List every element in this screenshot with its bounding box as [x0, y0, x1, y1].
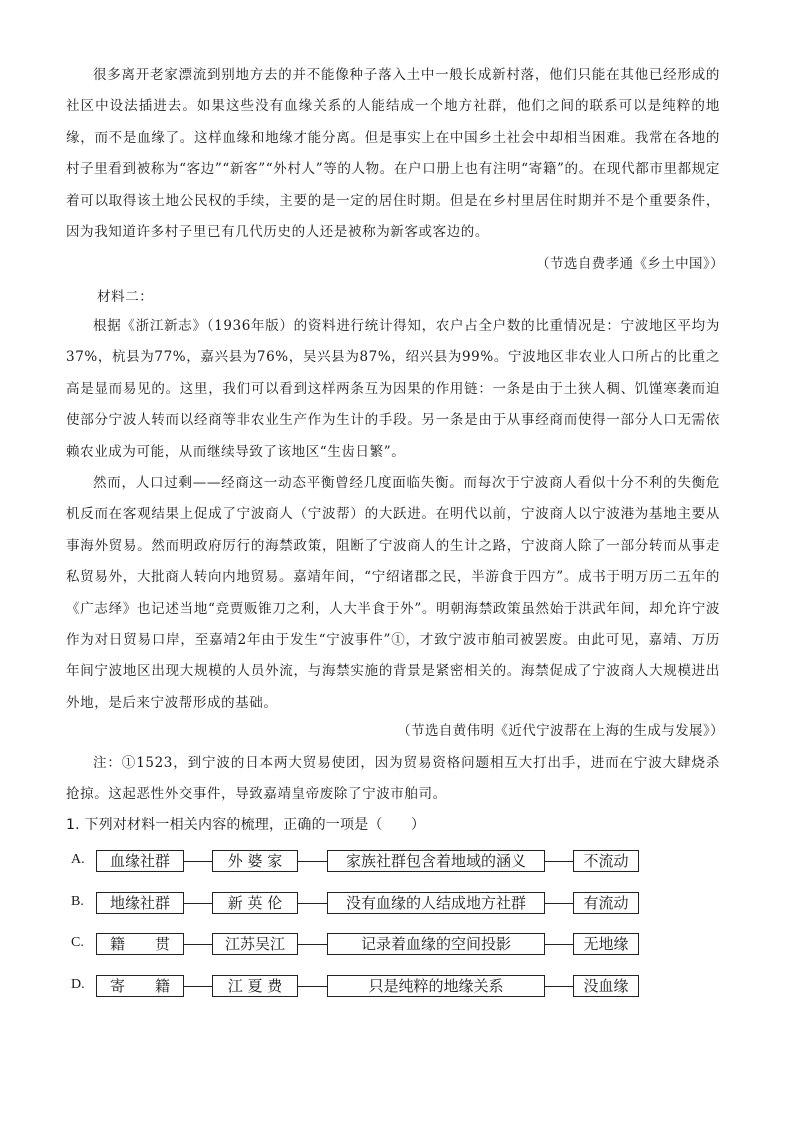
option-letter: C. [71, 935, 84, 950]
option-box-3: 家族社群包含着地域的涵义 [327, 850, 545, 872]
connector-line [298, 903, 327, 904]
connector-line [545, 861, 573, 862]
option-box-2: 江 夏 费 [212, 975, 298, 997]
option-a[interactable] [0, 850, 794, 874]
option-box-3: 没有血缘的人结成地方社群 [327, 892, 545, 914]
material1-paragraph: 很多离开老家漂流到别地方去的并不能像种子落入土中一般长成新村落，他们只能在其他已经形成的社区中设法插进去。如果这些没有血缘关系的人能结成一个地方社群，他们之间的联系可以是纯粹的地缘，而不是血缘了。这样血缘和地缘才能分离。但是事实上在中国乡土社会中却相当困难。我常在各地的村子里看到被称为“客边”“新客”“外村人”等的人物。在户口册上也有注明“寄籍”的。在现代都市里都规定着可以取得该土地公民权的手续，主要的是一定的居住时期。但是在乡村里居住时期并不是个重要条件，因为我知道许多村子里已有几代历史的人还是被称为新客或客边的。 [66, 67, 720, 241]
connector-line [298, 986, 327, 987]
connector-line [183, 861, 212, 862]
option-letter: A. [71, 852, 85, 867]
connector-line [183, 903, 212, 904]
option-box-2: 江苏吴江 [212, 933, 298, 955]
connector-line [298, 944, 327, 945]
connector-line [183, 986, 212, 987]
material2-paragraph-1: 根据《浙江新志》（1936年版）的资料进行统计得知，农户占全户数的比重情况是：宁波地区平均为37%，杭县为77%，嘉兴县为76%，吴兴县为87%，绍兴县为99%。宁波地区非农业人口所占的比重之高是显而易见的。这里，我们可以看到这样两条互为因果的作用链：一条是由于土狭人稠、饥馑寒袭而迫使部分宁波人转而以经商等非农业生产作为生计的手段。另一条是由于从事经商而使得一部分人口无需依赖农业成为可能，从而继续导致了该地区“生齿日繁”。 [66, 318, 720, 460]
source-citation-1: （节选自费孝通《乡土中国》） [536, 256, 724, 272]
option-box-1: 血缘社群 [96, 850, 184, 872]
option-box-2: 外 婆 家 [212, 850, 298, 872]
connector-line [545, 903, 573, 904]
material2-paragraph-2: 然而，人口过剩——经商这一动态平衡曾经几度面临失衡。而每次于宁波商人看似十分不利的失衡危机反而在客观结果上促成了宁波商人（宁波帮）的大跃进。在明代以前，宁波商人以宁波港为基地主要从事海外贸易。然而明政府厉行的海禁政策，阻断了宁波商人的生计之路，宁波商人除了一部分转而从事走私贸易外，大批商人转向内地贸易。嘉靖年间，“宁绍诸郡之民，半游食于四方”。成书于明万历二五年的《广志绎》也记述当地“竞贾贩锥刀之利，人大半食于外”。明朝海禁政策虽然始于洪武年间，却允许宁波作为对日贸易口岸，至嘉靖2年由于发生“宁波事件”①，才致宁波市舶司被罢废。由此可见，嘉靖、万历年间宁波地区出现大规模的人员外流，与海禁实施的背景是紧密相关的。海禁促成了宁波商人大规模进出外地，是后来宁波帮形成的基础。 [66, 475, 720, 711]
option-d[interactable] [0, 975, 794, 999]
option-box-3: 只是纯粹的地缘关系 [327, 975, 545, 997]
option-box-4: 不流动 [573, 850, 639, 872]
option-box-1: 地缘社群 [96, 892, 184, 914]
option-c[interactable] [0, 933, 794, 957]
footnote: 注：①1523，到宁波的日本两大贸易使团，因为贸易资格问题相互大打出手，进而在宁波大肆烧杀抢掠。这起恶性外交事件，导致嘉靖皇帝废除了宁波市舶司。 [66, 755, 720, 803]
question-1: 1. 下列对材料一相关内容的梳理，正确的一项是（ ） [66, 817, 426, 833]
material2-label: 材料二： [97, 289, 154, 305]
option-box-2: 新 英 伦 [212, 892, 298, 914]
option-box-4: 有流动 [573, 892, 639, 914]
source-citation-2: （节选自黄伟明《近代宁波帮在上海的生成与发展》） [397, 723, 724, 739]
option-box-1: 籍 贯 [96, 933, 184, 955]
connector-line [545, 944, 573, 945]
option-b[interactable] [0, 892, 794, 916]
connector-line [545, 986, 573, 987]
connector-line [298, 861, 327, 862]
option-letter: D. [71, 977, 85, 992]
option-box-4: 没血缘 [573, 975, 639, 997]
option-box-1: 寄 籍 [96, 975, 184, 997]
option-box-4: 无地缘 [573, 933, 639, 955]
option-box-3: 记录着血缘的空间投影 [327, 933, 545, 955]
connector-line [183, 944, 212, 945]
option-letter: B. [71, 894, 84, 909]
